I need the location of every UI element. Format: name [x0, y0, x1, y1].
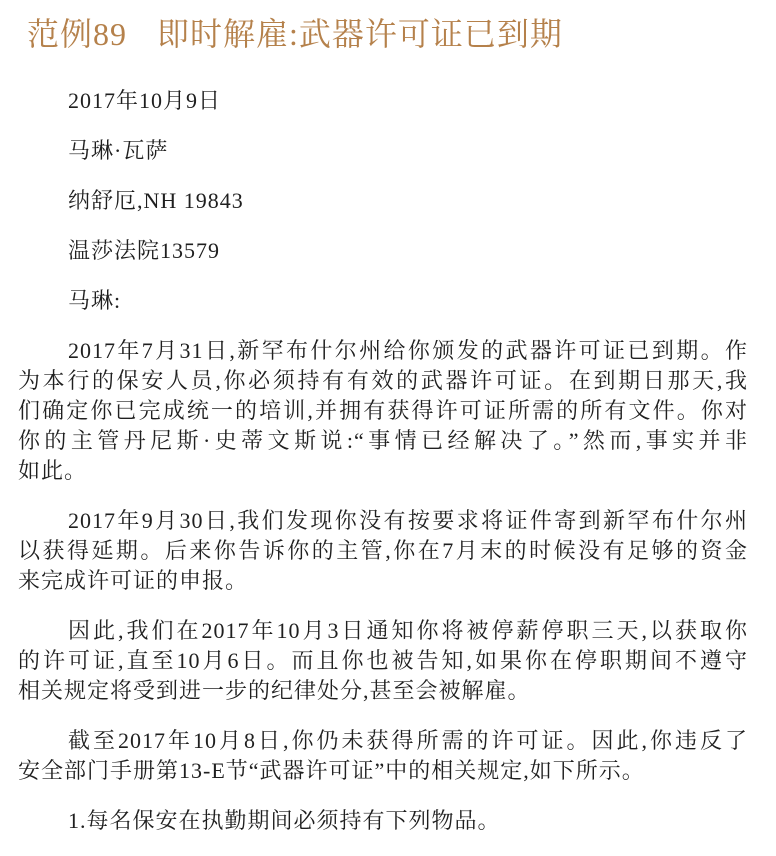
court-line: 温莎法院13579	[68, 238, 221, 263]
paragraph-line: 1.每名保安在执勤期间必须持有下列物品。	[68, 808, 501, 833]
paragraph-line: 2017年7月31日,新罕布什尔州给你颁发的武器许可证已到期。作	[68, 338, 748, 363]
document-title	[27, 14, 748, 54]
paragraph-line: 安全部门手册第13-E节“武器许可证”中的相关规定,如下所示。	[18, 758, 645, 783]
paragraph-line: 2017年9月30日,我们发现你没有按要求将证件寄到新罕布什尔州	[68, 508, 748, 533]
paragraph-line: 因此,我们在2017年10月3日通知你将被停薪停职三天,以获取你	[68, 618, 748, 643]
paragraph-line: 截至2017年10月8日,你仍未获得所需的许可证。因此,你违反了	[68, 728, 748, 753]
date-line: 2017年10月9日	[68, 88, 222, 113]
paragraph-line: 相关规定将受到进一步的纪律处分,甚至会被解雇。	[18, 678, 531, 703]
paragraph-line: 以获得延期。后来你告诉你的主管,你在7月末的时候没有足够的资金	[18, 538, 748, 563]
example-number: 范例89	[27, 16, 128, 52]
salutation: 马琳:	[68, 288, 122, 313]
paragraph-line: 你的主管丹尼斯·史蒂文斯说:“事情已经解决了。”然而,事实并非	[18, 428, 748, 453]
paragraph-line: 如此。	[18, 458, 88, 483]
address-line: 纳舒厄,NH 19843	[68, 188, 244, 213]
title-text: 即时解雇:武器许可证已到期	[157, 16, 563, 52]
paragraph-2	[18, 506, 748, 596]
paragraph-1	[18, 336, 748, 486]
paragraph-4	[18, 726, 748, 786]
paragraph-line: 为本行的保安人员,你必须持有有效的武器许可证。在到期日那天,我	[18, 368, 748, 393]
paragraph-3	[18, 616, 748, 706]
paragraph-line: 的许可证,直至10月6日。而且你也被告知,如果你在停职期间不遵守	[18, 648, 748, 673]
list-item-1	[18, 806, 748, 836]
recipient-name: 马琳·瓦萨	[68, 138, 169, 163]
paragraph-line: 们确定你已完成统一的培训,并拥有获得许可证所需的所有文件。你对	[18, 398, 748, 423]
paragraph-line: 来完成许可证的申报。	[18, 568, 249, 593]
